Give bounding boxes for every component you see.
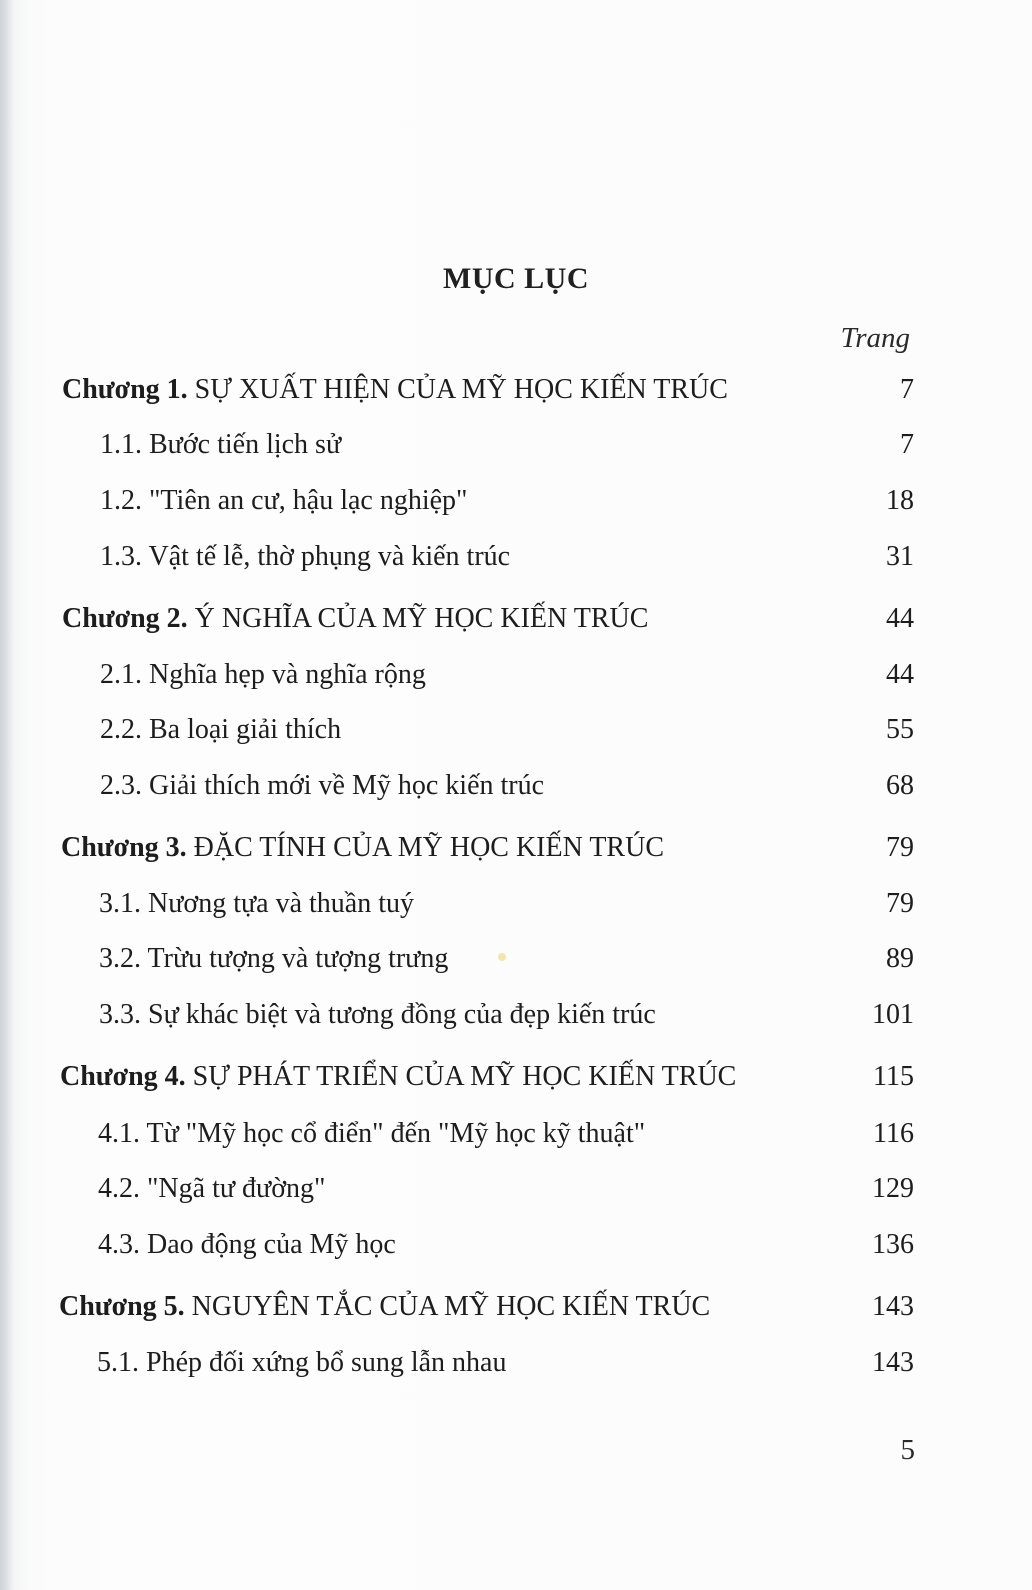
- chapter-number: Chương 3.: [61, 832, 187, 863]
- page-ref: 7: [900, 374, 914, 405]
- toc-chapter-row: [62, 599, 914, 639]
- toc-section-row: [98, 1225, 914, 1265]
- page-ref: 136: [872, 1229, 914, 1260]
- toc-section-row: [99, 884, 914, 924]
- page-ref: 143: [872, 1291, 914, 1322]
- page-ref: 44: [886, 659, 914, 690]
- toc-chapter-row: [60, 1057, 914, 1097]
- chapter-title: SỰ XUẤT HIỆN CỦA MỸ HỌC KIẾN TRÚC: [194, 374, 728, 405]
- section-title: 5.1. Phép đối xứng bổ sung lẫn nhau: [97, 1347, 507, 1378]
- paper-speck: [498, 953, 506, 961]
- section-title: 2.2. Ba loại giải thích: [100, 714, 342, 745]
- page-ref: 68: [886, 770, 914, 801]
- toc-section-row: [100, 481, 914, 521]
- page-ref: 79: [886, 832, 914, 863]
- section-title: 3.1. Nương tựa và thuần tuý: [99, 888, 414, 919]
- page-ref: 89: [886, 943, 914, 974]
- section-title: 4.1. Từ "Mỹ học cổ điển" đến "Mỹ học kỹ thuật": [98, 1118, 646, 1149]
- toc-section-row: [100, 655, 914, 695]
- toc-section-row: [100, 425, 914, 465]
- section-title: 1.2. "Tiên an cư, hậu lạc nghiệp": [100, 485, 468, 516]
- page-ref: 18: [886, 485, 914, 516]
- toc-section-row: [98, 1114, 914, 1154]
- section-title: 3.3. Sự khác biệt và tương đồng của đẹp kiến trúc: [99, 999, 656, 1030]
- chapter-number: Chương 5.: [59, 1291, 185, 1322]
- chapter-number: Chương 4.: [60, 1061, 186, 1092]
- toc-chapter-row: [62, 370, 914, 410]
- chapter-title: NGUYÊN TẮC CỦA MỸ HỌC KIẾN TRÚC: [191, 1291, 711, 1322]
- section-title: 2.1. Nghĩa hẹp và nghĩa rộng: [100, 659, 426, 690]
- page-ref: 31: [886, 541, 914, 572]
- page-column-label: Trang: [840, 322, 910, 354]
- section-title: 2.3. Giải thích mới về Mỹ học kiến trúc: [100, 770, 545, 801]
- page-ref: 55: [886, 714, 914, 745]
- page-number: 5: [900, 1434, 915, 1466]
- chapter-title: ĐẶC TÍNH CỦA MỸ HỌC KIẾN TRÚC: [193, 832, 664, 863]
- page-ref: 129: [872, 1173, 914, 1204]
- section-title: 1.3. Vật tế lễ, thờ phụng và kiến trúc: [100, 541, 511, 572]
- page-ref: 44: [886, 603, 914, 634]
- chapter-title: Ý NGHĨA CỦA MỸ HỌC KIẾN TRÚC: [194, 603, 649, 634]
- toc-section-row: [99, 995, 914, 1035]
- page-ref: 7: [900, 429, 914, 460]
- section-title: 3.2. Trừu tượng và tượng trưng: [99, 943, 449, 974]
- page-ref: 116: [873, 1118, 914, 1149]
- page-ref: 115: [873, 1061, 914, 1092]
- page-title: MỤC LỤC: [443, 262, 589, 295]
- toc-section-row: [98, 1169, 914, 1209]
- section-title: 4.2. "Ngã tư đường": [98, 1173, 326, 1204]
- chapter-title: SỰ PHÁT TRIỂN CỦA MỸ HỌC KIẾN TRÚC: [192, 1061, 737, 1092]
- toc-section-row: [100, 537, 914, 577]
- section-title: 4.3. Dao động của Mỹ học: [98, 1229, 396, 1260]
- toc-section-row: [97, 1343, 914, 1383]
- section-title: 1.1. Bước tiến lịch sử: [100, 429, 342, 460]
- chapter-number: Chương 2.: [62, 603, 188, 634]
- toc-section-row: [100, 766, 914, 806]
- toc-chapter-row: [61, 828, 914, 868]
- toc-section-row: [100, 710, 914, 750]
- chapter-number: Chương 1.: [62, 374, 188, 405]
- toc-section-row: [99, 939, 914, 979]
- page-ref: 143: [872, 1347, 914, 1378]
- page-ref: 101: [872, 999, 914, 1030]
- toc-chapter-row: [59, 1287, 914, 1327]
- page-ref: 79: [886, 888, 914, 919]
